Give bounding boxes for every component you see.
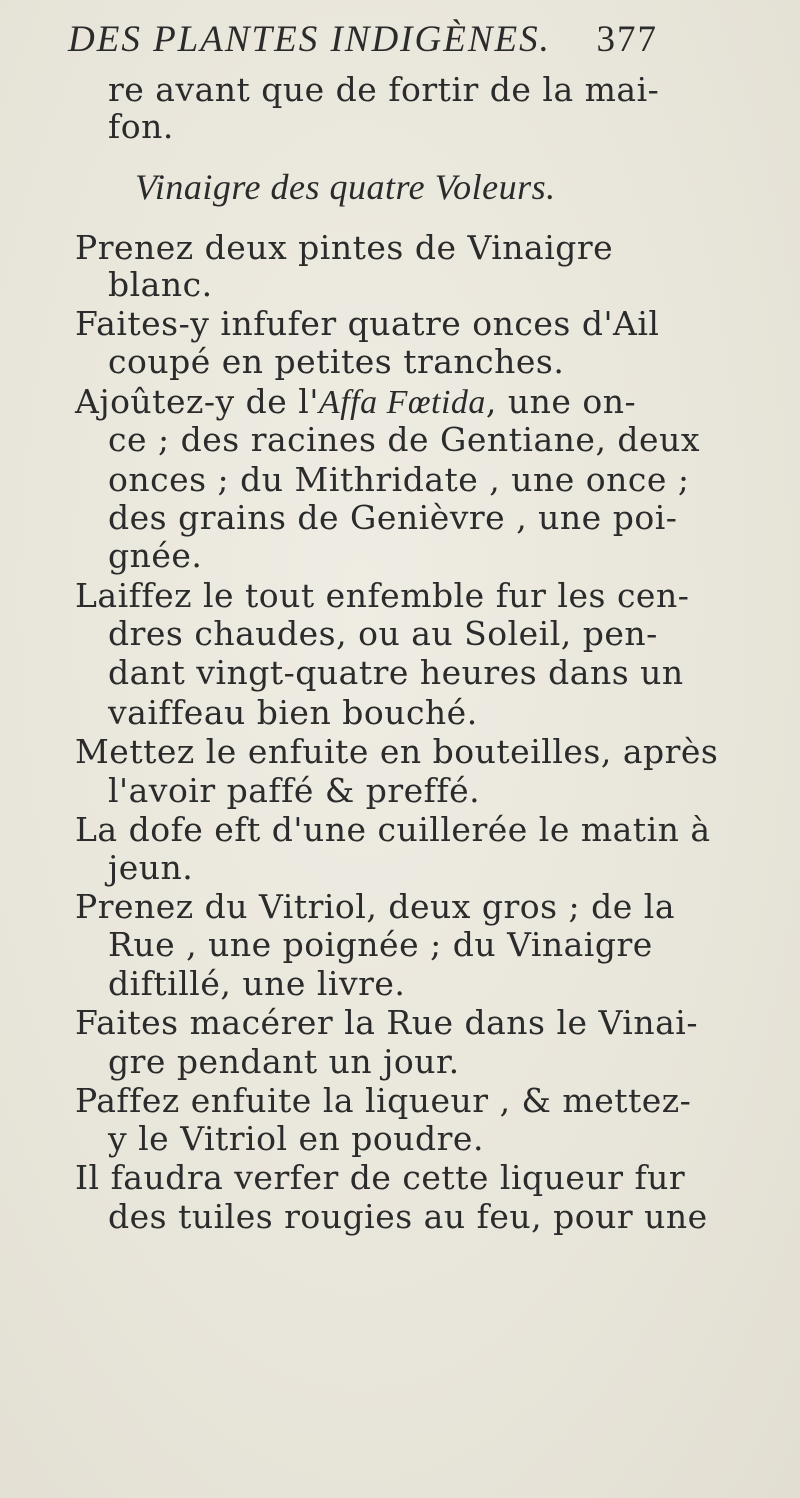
text-line: gre pendant un jour. [108,1042,460,1081]
text-line: jeun. [108,848,194,887]
text-line: Laiffez le tout enfemble fur les cen- [75,576,690,615]
text-line: l'avoir paffé & preffé. [108,771,481,810]
text-line: Prenez du Vitriol, deux gros ; de la [75,887,676,926]
text-line: coupé en petites tranches. [108,342,565,381]
text-line: Faites-y infufer quatre onces d'Ail [75,304,660,343]
text-line: onces ; du Mithridate , une once ; [108,460,690,499]
text-line: Paffez enfuite la liqueur , & mettez- [75,1081,692,1120]
text-line: fon. [108,107,174,146]
italic-term: Affa Fœtida [318,384,486,421]
text-line: blanc. [108,265,213,304]
text-line: Rue , une poignée ; du Vinaigre [108,925,653,964]
text-line: dant vingt-quatre heures dans un [108,653,684,692]
text-line: des grains de Genièvre , une poi- [108,498,678,537]
text-line: Mettez le enfuite en bouteilles, après [75,732,719,771]
text-line: dres chaudes, ou au Soleil, pen- [108,614,658,653]
text-line: des tuiles rougies au feu, pour une [108,1197,708,1236]
text-line: y le Vitriol en poudre. [108,1119,484,1158]
text-line: gnée. [108,536,203,575]
text-line: ce ; des racines de Gentiane, deux [108,420,700,459]
text-line: vaiffeau bien bouché. [108,693,478,732]
text-line-mixed [75,382,636,423]
text-line: Il faudra verfer de cette liqueur fur [75,1158,686,1197]
running-title: DES PLANTES INDIGÈNES. [68,19,551,60]
text-line: Prenez deux pintes de Vinaigre [75,228,614,267]
text-span: Ajoûtez-y de l' [75,382,319,421]
section-heading: Vinaigre des quatre Voleurs. [135,167,556,207]
text-line: re avant que de fortir de la mai- [108,70,660,109]
text-span: , une on- [485,382,637,421]
page-number: 377 [596,19,658,60]
text-line: La dofe eft d'une cuillerée le matin à [75,810,711,849]
text-line: Faites macérer la Rue dans le Vinai- [75,1003,698,1042]
text-line: diftillé, une livre. [108,964,406,1003]
running-header [68,18,658,68]
